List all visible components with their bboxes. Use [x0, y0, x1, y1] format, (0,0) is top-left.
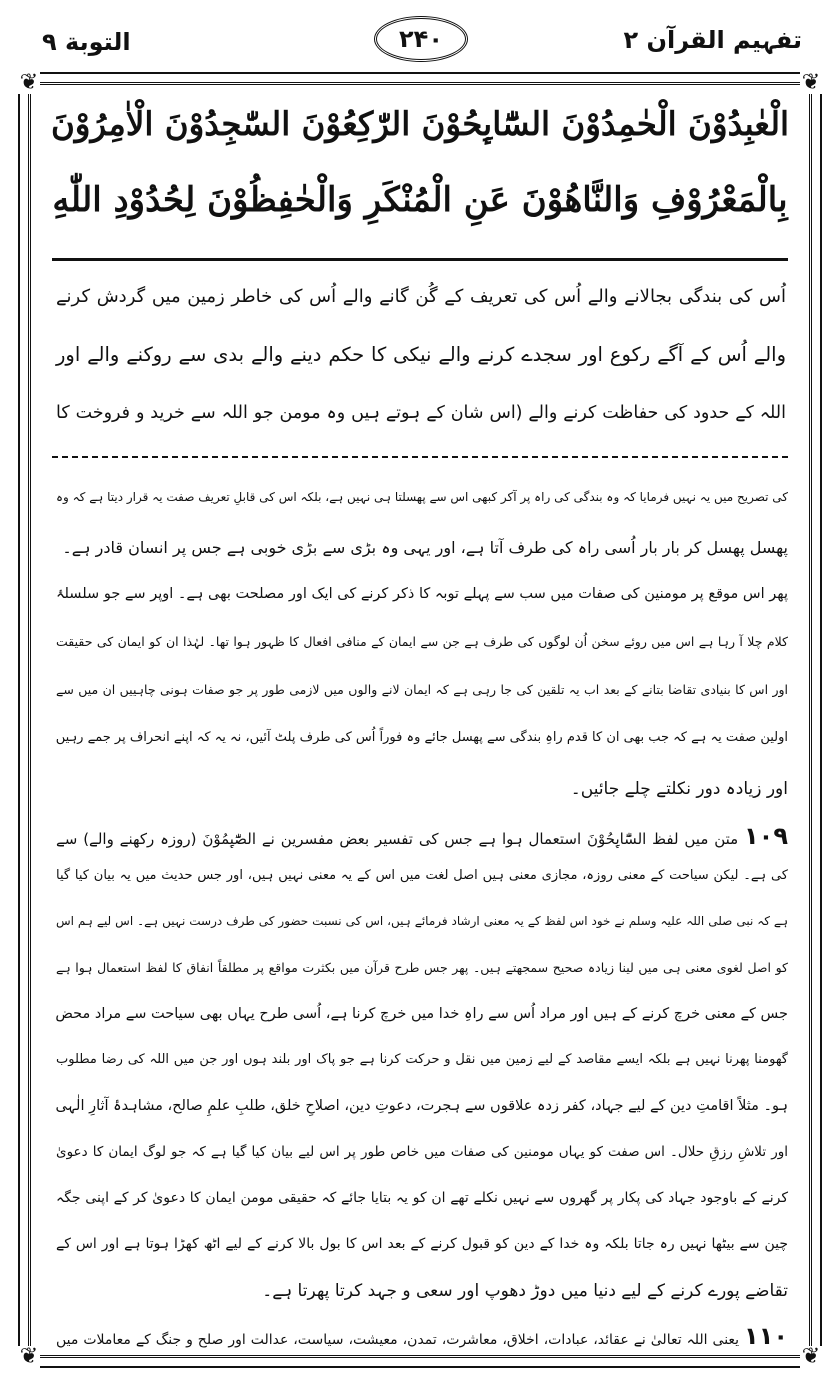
- commentary-text: یعنی اللہ تعالیٰ نے عقائد، عبادات، اخلاق، معاشرت، تمدن، معیشت، سیاست، عدالت اور صلح و جنگ کے معاملات میں: [56, 1332, 740, 1348]
- translation-line-2: والے اُس کے آگے رکوع اور سجدے کرنے والے نیکی کا حکم دینے والے بدی سے روکنے والے اور: [56, 343, 786, 366]
- commentary-line: پھر اس موقع پر مومنین کی صفات میں سب سے پہلے توبہ کا ذکر کرنے کی ایک اور مصلحت بھی ہے۔ اوپر سے جو سلسلۂ: [56, 586, 788, 602]
- verse-line-2: بِالْمَعْرُوْفِ وَالنَّاهُوْنَ عَنِ الْمُنْكَرِ وَالْحٰفِظُوْنَ لِحُدُوْدِ اللّٰهِ: [52, 180, 788, 220]
- commentary-text: متن میں لفظ السّٰٓاىِٕحُوْنَ استعمال ہوا ہے جس کی تفسیر بعض مفسرین نے الصّٰٓىِٕمُوْنَ (روزہ رکھنے والے) سے: [56, 830, 739, 848]
- footnote-marker: ۱۰۹: [744, 822, 788, 850]
- commentary-line: ہے کہ نبی صلی اللہ علیہ وسلم نے خود اس لفظ کے یہ معنی ارشاد فرمائے ہیں، اس کی نسبت حضور کی طرف درست نہیں ہے۔ اس لیے ہم اس: [56, 914, 788, 928]
- commentary-line: اور اس کا بنیادی تقاضا بتانے کے بعد اب یہ تلقین کی جا رہی ہے کہ ایمان لانے والوں میں لازمی طور پر جو صفات ہونی چاہییں ان میں سے: [56, 682, 788, 697]
- commentary-line: [56, 1322, 788, 1350]
- commentary-line: اور تلاشِ رزقِ حلال۔ اس صفت کو یہاں مومنین کی صفات میں خاص طور پر اس لیے بیان کیا گیا ہے کہ جو لوگ ایمان کا دعویٰ: [56, 1144, 788, 1160]
- commentary-line: کی تصریح میں یہ نہیں فرمایا کہ وہ بندگی کی راہ پر آکر کبھی اس سے پھسلتا ہی نہیں ہے، بلکہ اس کی قابلِ تعریف صفت یہ قرار دیتا ہے کہ وہ: [56, 490, 788, 504]
- commentary-line: اور زیادہ دور نکلتے چلے جائیں۔: [570, 779, 788, 799]
- commentary-line: [56, 822, 788, 850]
- corner-ornament-icon: ❦: [19, 1344, 39, 1369]
- commentary-line: ہو۔ مثلاً اقامتِ دین کے لیے جہاد، کفر زدہ علاقوں سے ہجرت، دعوتِ دین، اصلاحِ خلق، طلبِ علمِ صالح، مشاہدۂ آثارِ الٰہی: [55, 1098, 788, 1114]
- commentary-line: گھومنا پھرنا نہیں ہے بلکہ ایسے مقاصد کے لیے زمین میں نقل و حرکت کرنا ہے جو پاک اور بلند ہوں اور جن میں اللہ کی رضا مطلوب: [56, 1052, 788, 1067]
- verse-line-1: الْعٰبِدُوْنَ الْحٰمِدُوْنَ السّٰٓاىِٕحُوْنَ الرّٰكِعُوْنَ السّٰجِدُوْنَ الْاٰمِرُوْنَ: [50, 104, 790, 143]
- translation-line-3: اللہ کے حدود کی حفاظت کرنے والے (اس شان کے ہوتے ہیں وہ مومن جو اللہ سے خرید و فروخت کا: [56, 403, 786, 423]
- translation-divider: [52, 456, 788, 458]
- commentary-line: جس کے معنی خرچ کرنے کے ہیں اور مراد اُس سے راہِ خدا میں خرچ کرنا ہے، اُسی طرح یہاں بھی سیاحت سے مراد محض: [55, 1006, 788, 1022]
- commentary-line: کی ہے۔ لیکن سیاحت کے معنی روزہ، مجازی معنی ہیں اصل لغت میں اس کے یہ معنی نہیں ہیں، اور جس حدیث میں یہ بیان کیا گیا: [56, 868, 788, 883]
- commentary-line: پھسل پھسل کر بار بار اُسی راہ کی طرف آتا ہے، اور یہی وہ بڑی سے بڑی خوبی ہے جس پر انسان قادر ہے۔: [62, 538, 788, 557]
- book-title: تفہیم القرآن ۲: [623, 26, 802, 54]
- commentary-line: کرنے کے باوجود جہاد کی پکار پر گھروں سے نہیں نکلے تھے ان کو یہ بتایا جائے کہ حقیقی مومن ایمان کا دعویٰ کر کے اپنی جگہ: [56, 1190, 788, 1206]
- verse-divider: [52, 258, 788, 261]
- commentary-line: کو اصل لغوی معنی ہی میں لینا زیادہ صحیح سمجھتے ہیں۔ پھر جس طرح قرآن میں بکثرت مواقع پر مطلقاً انفاق کا لفظ استعمال ہوا ہے: [56, 960, 788, 975]
- translation-line-1: اُس کی بندگی بجالانے والے اُس کی تعریف کے گُن گانے والے اُس کی خاطر زمین میں گردش کرنے: [56, 286, 786, 307]
- commentary-line: کلام چلا آ رہا ہے اس میں روئے سخن اُن لوگوں کی طرف ہے جن سے ایمان کے منافی افعال کا ظہور ہوا تھا۔ لہٰذا ان کو ایمان کی حقیقت: [56, 634, 788, 649]
- footnote-marker: ۱۱۰: [744, 1322, 788, 1350]
- corner-ornament-icon: ❦: [801, 1344, 821, 1369]
- section-label: التوبة ۹: [42, 28, 131, 56]
- corner-ornament-icon: ❦: [19, 70, 39, 95]
- page-number-badge: [374, 16, 468, 62]
- commentary-line: تقاضے پورے کرنے کے لیے دنیا میں دوڑ دھوپ اور سعی و جہد کرتا پھرتا ہے۔: [262, 1281, 788, 1301]
- corner-ornament-icon: ❦: [801, 70, 821, 95]
- page-number: ۲۴۰: [399, 25, 443, 53]
- commentary-line: چین سے بیٹھا نہیں رہ جاتا بلکہ وہ خدا کے دین کو قبول کرنے کے بعد اس کا بول بالا کرنے کے لیے اٹھ کھڑا ہوتا ہے اور اس کے: [56, 1236, 788, 1252]
- commentary-line: اولین صفت یہ ہے کہ جب بھی ان کا قدم راہِ بندگی سے پھسل جائے وہ فوراً اُس کی طرف پلٹ آئیں، نہ یہ کہ اپنے انحراف پر جمے رہیں: [55, 730, 788, 745]
